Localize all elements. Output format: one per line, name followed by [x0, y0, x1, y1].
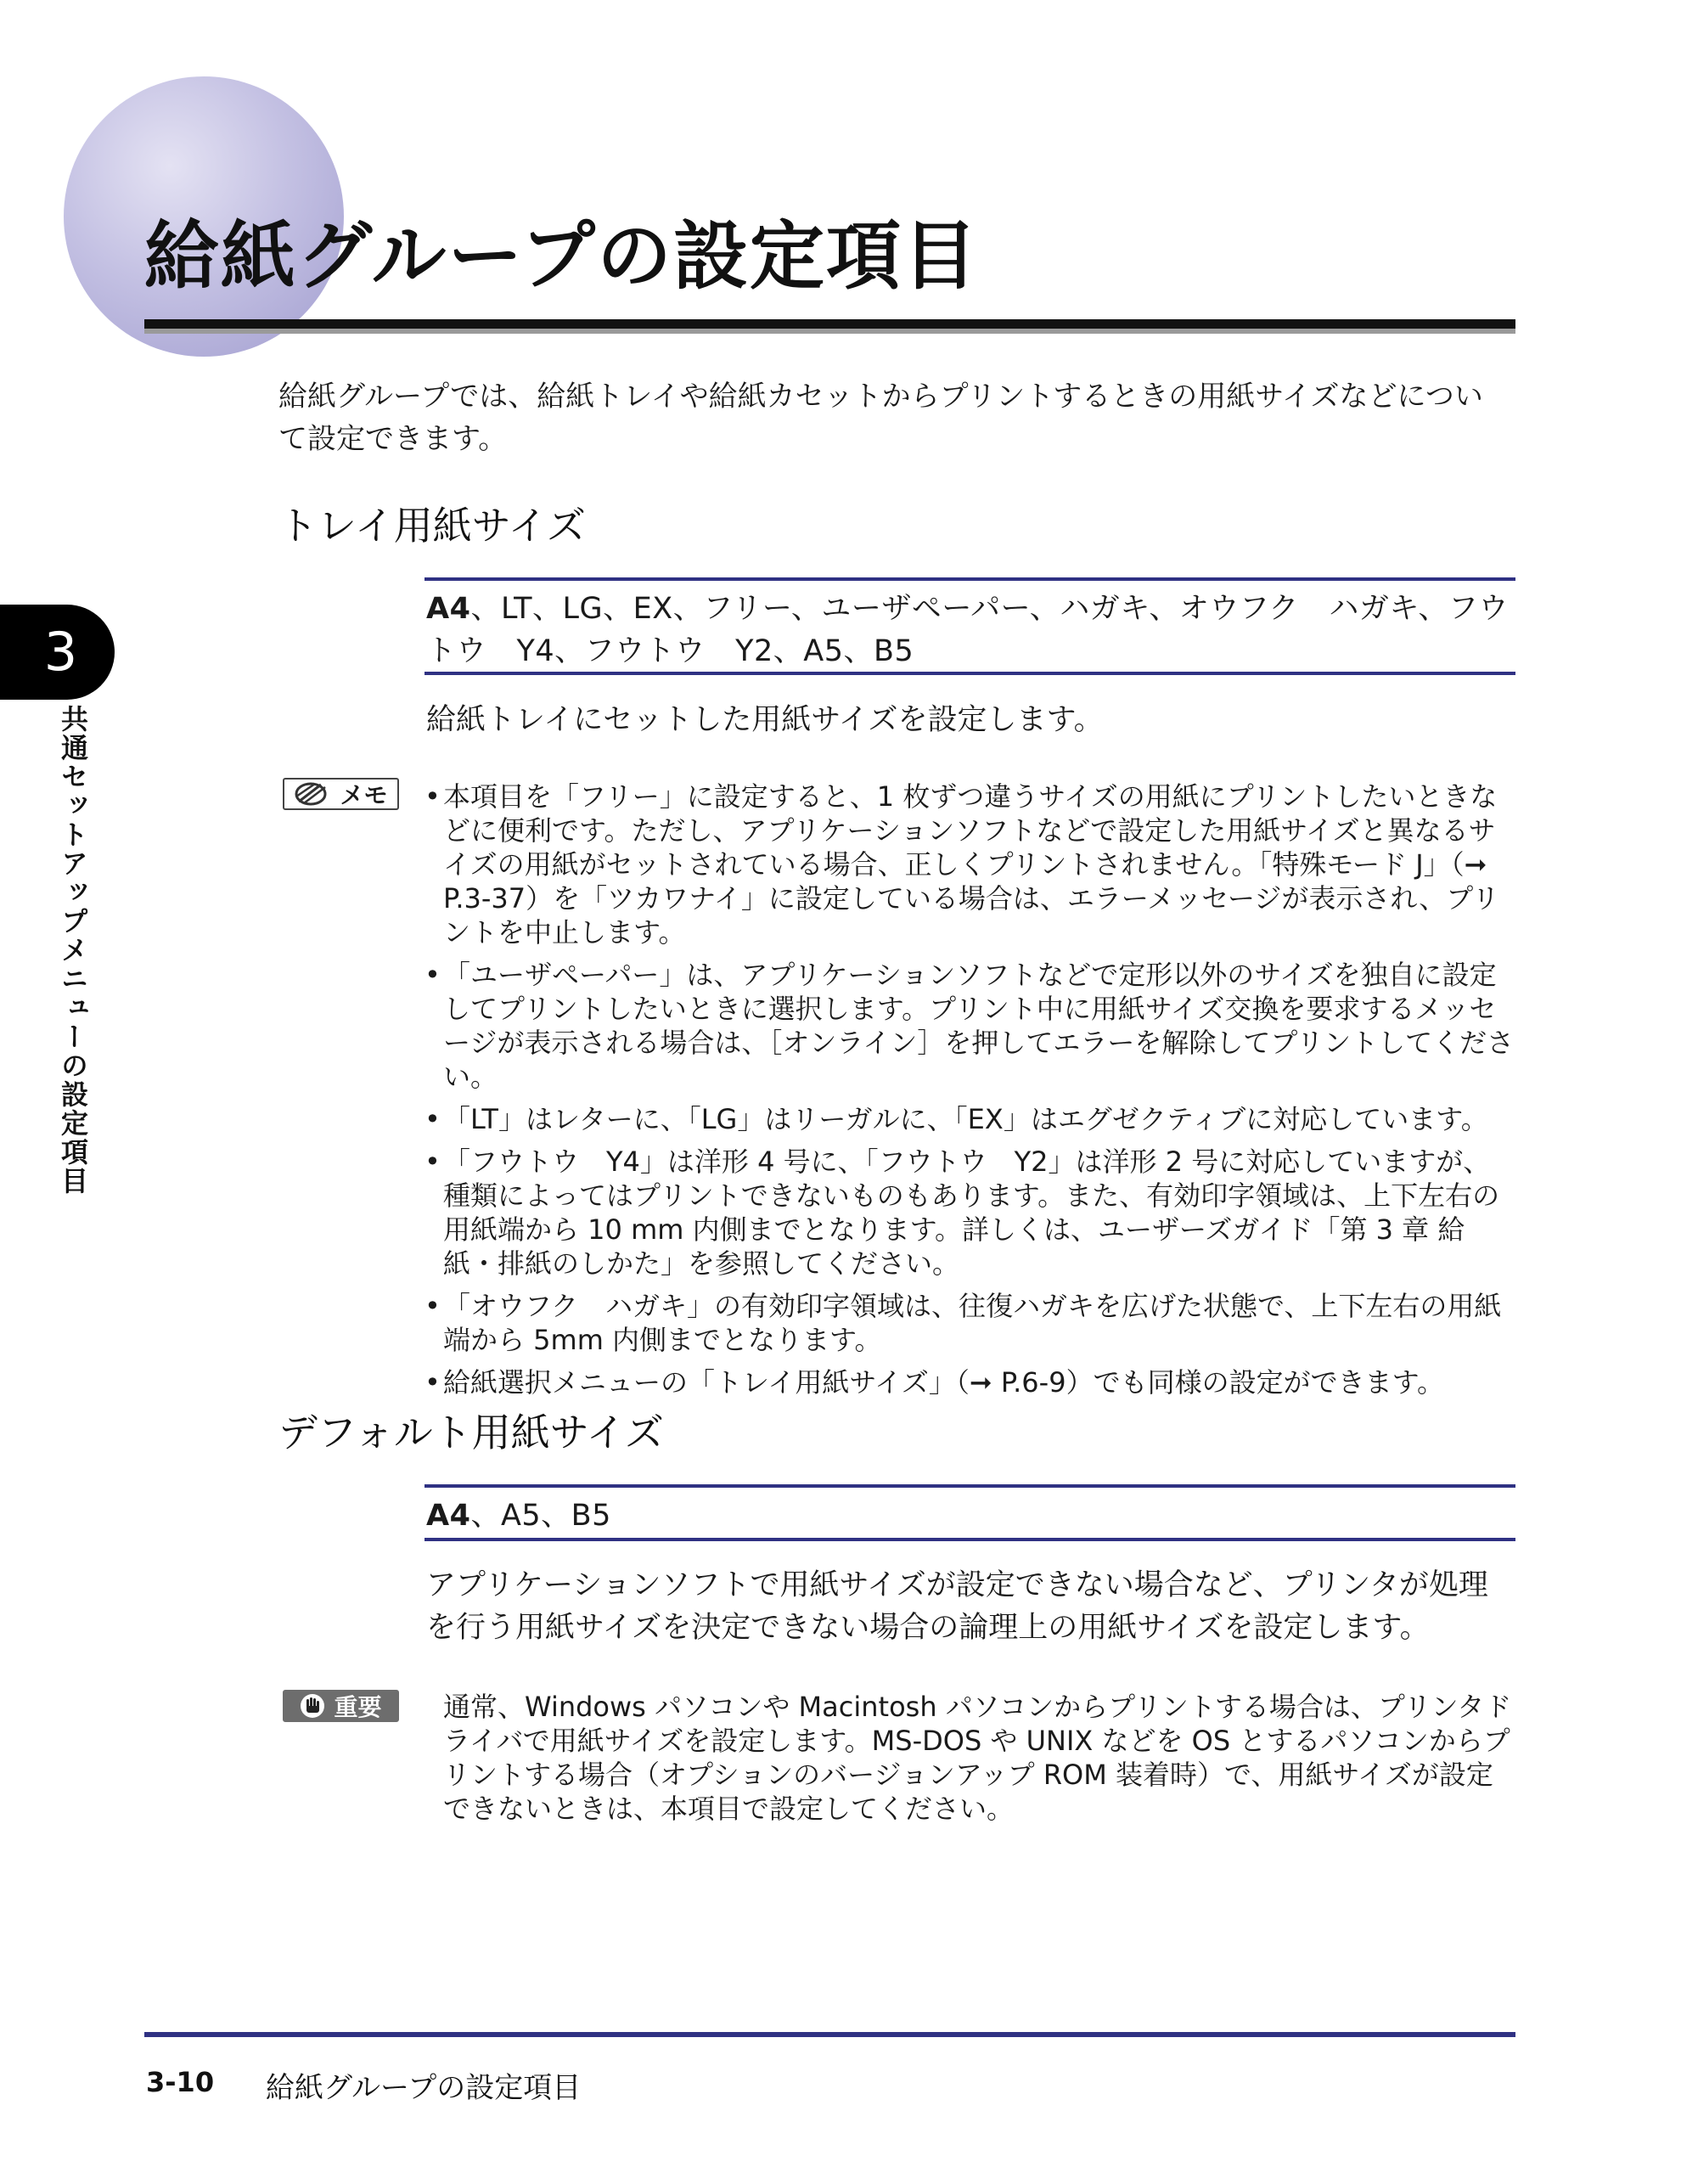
intro-paragraph: 給紙グループでは、給紙トレイや給紙カセットからプリントするときの用紙サイズなどについて設定できます。 — [278, 380, 1483, 456]
memo-note-text: 「LT」はレターに、「LG」はリーガルに、「EX」はエグゼクティブに対応しています。 — [443, 1103, 1488, 1135]
options-list-tray-paper-size — [426, 588, 1515, 673]
memo-note — [424, 1102, 1515, 1136]
other-options: 、LT、LG、EX、フリー、ユーザペーパー、ハガキ、オウフク ハガキ、フウトウ Y4、フウトウ Y2、A5、B5 — [426, 592, 1509, 668]
memo-note — [424, 780, 1515, 949]
footer-title: 給紙グループの設定項目 — [266, 2071, 582, 2105]
chapter-tab — [0, 605, 115, 700]
memo-note — [424, 1365, 1515, 1399]
title-underline-shadow — [144, 329, 1515, 334]
footer-page-number: 3-10 — [146, 2066, 215, 2098]
section-description: 給紙トレイにセットした用紙サイズを設定します。 — [426, 703, 1104, 737]
memo-note-text: 本項目を「フリー」に設定すると、1 枚ずつ違うサイズの用紙にプリントしたいときなどに便利です。ただし、アプリケーションソフトなどで設定した用紙サイズと異なるサイズの用紙がセットされている場合、正しくプリントされません。「特殊モード J」（➞ P.3-37）を「ツカワナイ」に設定している場合は、エラーメッセージが表示され、プリントを中止します。 — [443, 780, 1499, 948]
options-rule-top — [424, 577, 1515, 581]
memo-note-text: 給紙選択メニューの「トレイ用紙サイズ」（➞ P.6-9）でも同様の設定ができます。 — [443, 1366, 1445, 1399]
memo-note — [424, 1289, 1515, 1357]
bullet: • — [424, 780, 441, 813]
important-text: 通常、Windows パソコンや Macintosh パソコンからプリントする場合は、プリンタドライバで用紙サイズを設定します。MS-DOS や UNIX などを OS とするパソコンからプリントする場合（オプションのバージョンアップ ROM 装着時）で、用紙サイズが設定できないときは、本項目で設定してください。 — [443, 1691, 1512, 1825]
options-rule-top — [424, 1484, 1515, 1488]
bullet: • — [424, 1103, 441, 1135]
options-rule-bottom — [424, 1538, 1515, 1541]
section-heading-tray-paper-size: トレイ用紙サイズ — [278, 503, 587, 549]
bullet: • — [424, 959, 441, 991]
section-heading-default-paper-size: デフォルト用紙サイズ — [278, 1410, 665, 1455]
options-rule-bottom — [424, 672, 1515, 675]
memo-note-text: 「ユーザペーパー」は、アプリケーションソフトなどで定形以外のサイズを独自に設定してプリントしたいときに選択します。プリント中に用紙サイズ交換を要求するメッセージが表示される場合は、［オンライン］を押してエラーを解除してプリントしてください。 — [443, 959, 1515, 1093]
title-underline — [144, 319, 1515, 329]
memo-note — [424, 958, 1515, 1094]
other-options: 、A5、B5 — [470, 1499, 611, 1533]
memo-note-text: 「オウフク ハガキ」の有効印字領域は、往復ハガキを広げた状態で、上下左右の用紙端から 5mm 内側までとなります。 — [443, 1290, 1502, 1356]
important-badge — [283, 1690, 399, 1722]
default-option: A4 — [426, 1499, 471, 1533]
chapter-side-title: 共通セットアップメニューの設定項目 — [57, 705, 89, 1196]
page-title: 給紙グループの設定項目 — [144, 212, 979, 300]
options-list-default-paper-size — [426, 1494, 1515, 1537]
chapter-number: 3 — [43, 621, 78, 683]
memo-note — [424, 1145, 1515, 1281]
memo-notes — [424, 780, 1515, 1408]
section-description: アプリケーションソフトで用紙サイズが設定できない場合など、プリンタが処理を行う用紙サイズを決定できない場合の論理上の用紙サイズを設定します。 — [426, 1568, 1488, 1645]
bullet: • — [424, 1145, 441, 1178]
bullet: • — [424, 1290, 441, 1322]
footer-rule — [144, 2032, 1515, 2037]
stop-hand-icon — [300, 1693, 325, 1719]
memo-badge — [283, 778, 399, 810]
memo-note-text: 「フウトウ Y4」は洋形 4 号に、「フウトウ Y2」は洋形 2 号に対応していますが、種類によってはプリントできないものもあります。また、有効印字領域は、上下左右の用紙端から 10 mm 内側までとなります。詳しくは、ユーザーズガイド「第 3 章 給紙・排紙のしかた」を参照してください。 — [443, 1145, 1500, 1280]
bullet: • — [424, 1366, 441, 1399]
default-option: A4 — [426, 592, 471, 626]
pencil-icon — [294, 781, 331, 807]
memo-badge-label: メモ — [340, 781, 388, 809]
important-badge-label: 重要 — [334, 1693, 382, 1721]
